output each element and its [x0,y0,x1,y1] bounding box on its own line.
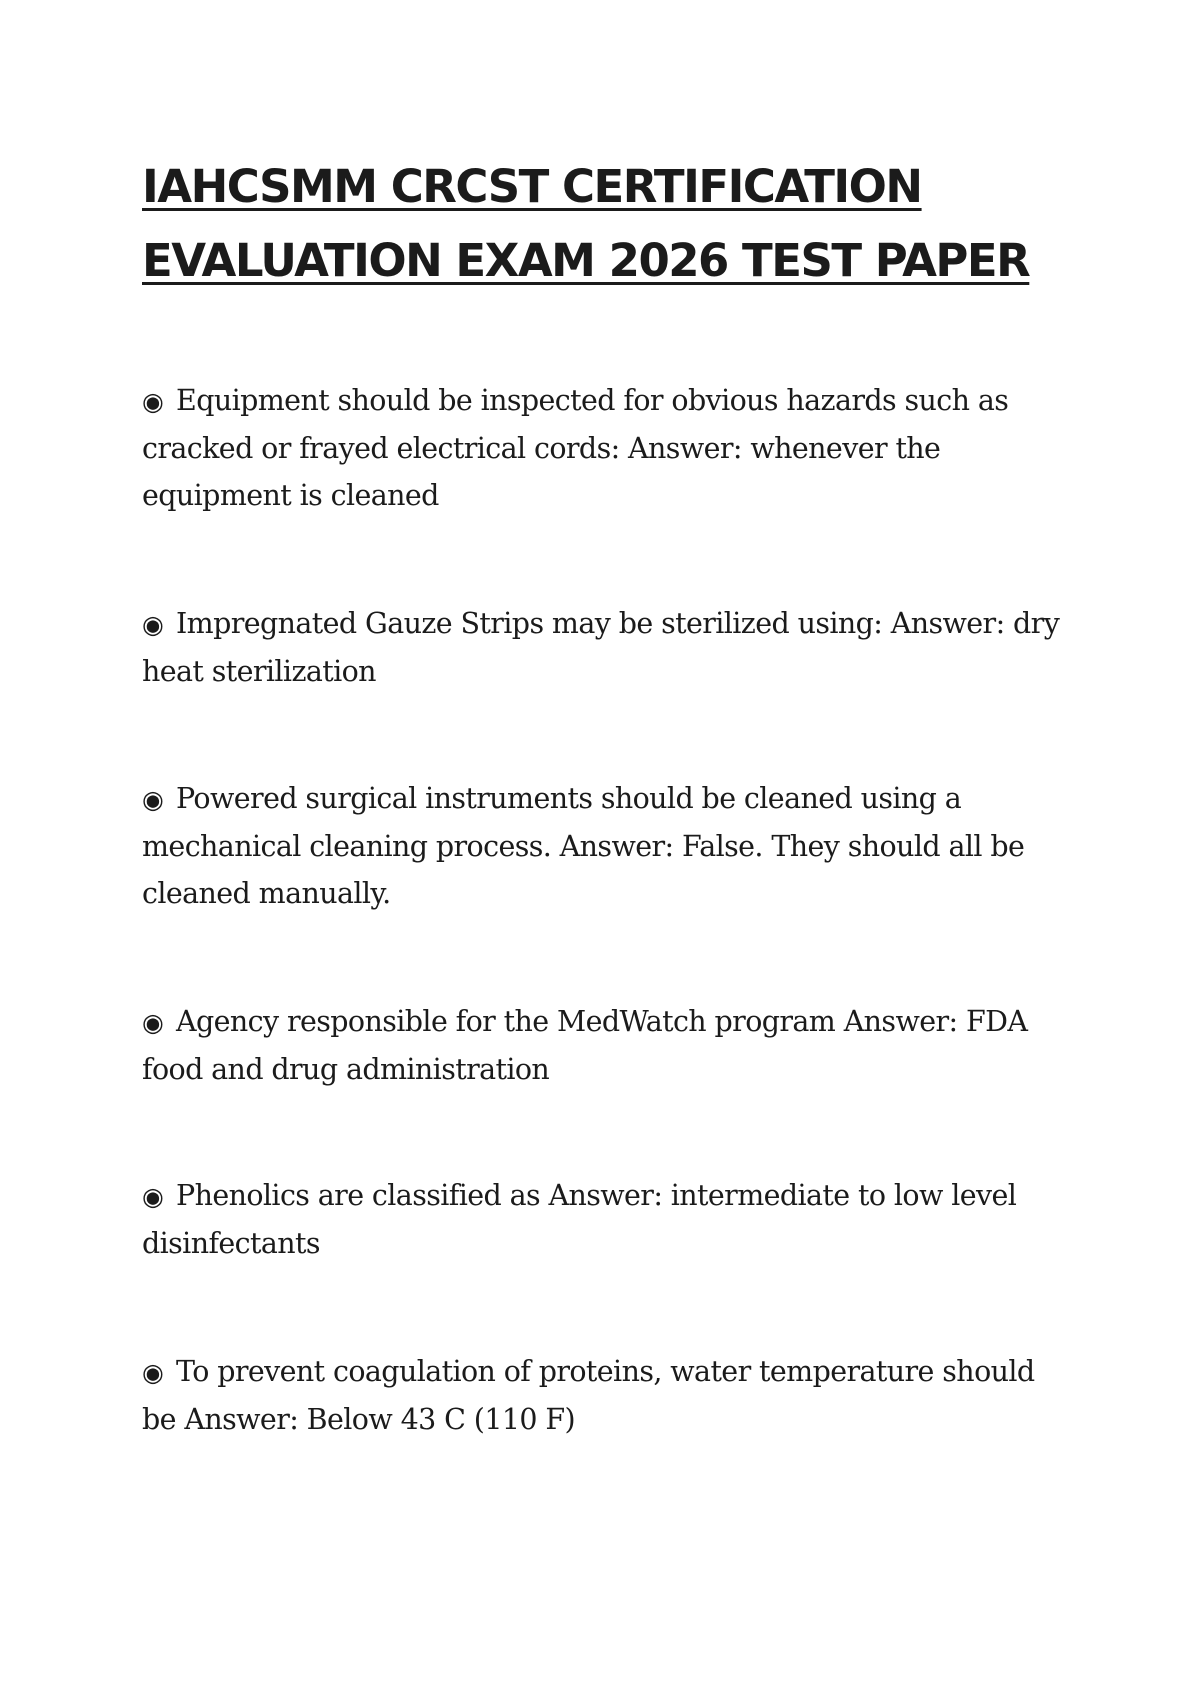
radio-bullet-icon: ◉ [142,785,164,814]
question-answer-item [142,377,1062,519]
question-answer-text: Equipment should be inspected for obvious hazards such as cracked or frayed electrical cords: Answer: whenever the equipment is cleaned [142,384,1009,512]
radio-bullet-icon: ◉ [142,1358,164,1387]
question-answer-item [142,1348,1062,1443]
question-answer-text: Phenolics are classified as Answer: intermediate to low level disinfectants [142,1179,1017,1260]
radio-bullet-icon: ◉ [142,1008,164,1037]
question-answer-text: To prevent coagulation of proteins, water temperature should be Answer: Below 43 C (110 F) [142,1355,1035,1436]
radio-bullet-icon: ◉ [142,1182,164,1211]
question-answer-item [142,600,1062,695]
title-line-1: IAHCSMM CRCST CERTIFICATION [142,160,922,213]
radio-bullet-icon: ◉ [142,610,164,639]
question-answer-text: Agency responsible for the MedWatch program Answer: FDA food and drug administration [142,1005,1028,1086]
document-title [142,150,1102,298]
question-answer-text: Impregnated Gauze Strips may be sterilized using: Answer: dry heat sterilization [142,607,1060,688]
radio-bullet-icon: ◉ [142,387,164,416]
question-answer-item [142,1172,1062,1267]
question-answer-item [142,775,1062,917]
question-answer-item [142,998,1062,1093]
title-line-2: EVALUATION EXAM 2026 TEST PAPER [142,234,1030,287]
question-answer-text: Powered surgical instruments should be cleaned using a mechanical cleaning process. Answer: False. They should all be cleaned manually. [142,782,1025,910]
